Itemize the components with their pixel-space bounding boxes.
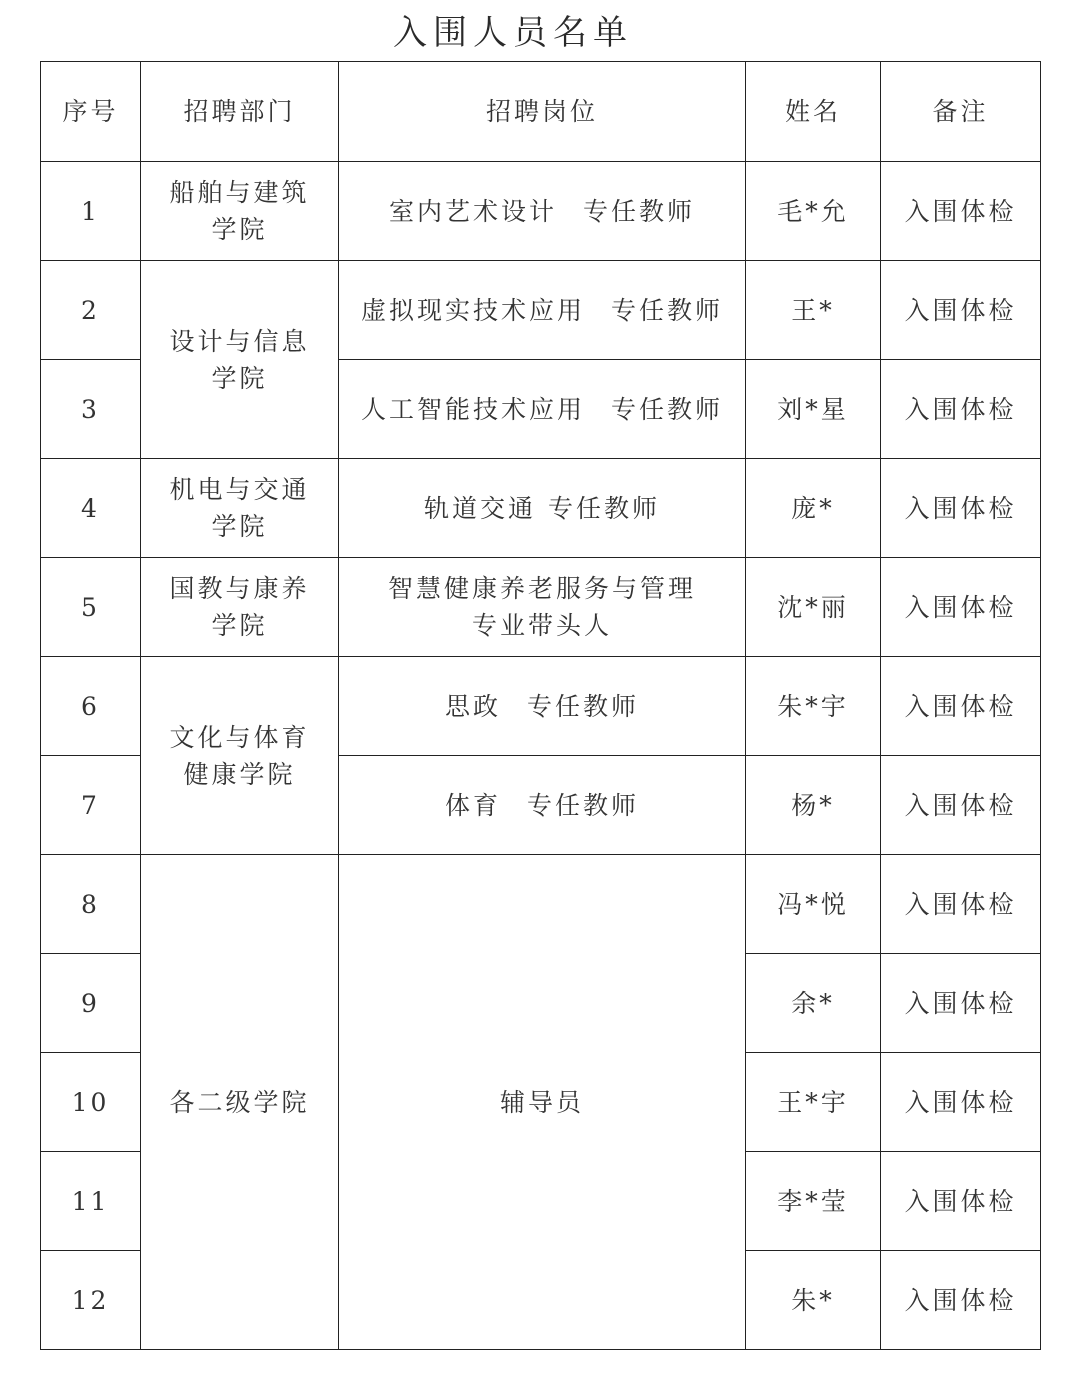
table-header-row — [41, 62, 1041, 162]
position-cell — [339, 756, 746, 855]
dept-cell — [141, 459, 339, 558]
position-role: 专业带头人 — [471, 611, 612, 640]
roster-table — [40, 61, 1041, 1350]
row-note: 入围体检 — [881, 657, 1041, 756]
row-name: 刘*星 — [746, 360, 881, 459]
dept-line: 学院 — [211, 363, 268, 393]
dept-cell — [141, 657, 339, 855]
row-no: 9 — [41, 954, 141, 1053]
position-major: 人工智能技术应用 — [360, 394, 585, 424]
table-row — [41, 657, 1041, 756]
position-major: 室内艺术设计 — [388, 196, 557, 226]
row-name: 王*宇 — [746, 1053, 881, 1152]
row-no: 6 — [41, 657, 141, 756]
row-name: 毛*允 — [746, 162, 881, 261]
dept-line: 机电与交通 — [169, 475, 310, 504]
row-note: 入围体检 — [881, 954, 1041, 1053]
dept-line: 健康学院 — [183, 759, 296, 789]
position-major: 体育 — [444, 790, 501, 820]
dept-line: 国教与康养 — [169, 574, 310, 603]
position-cell — [339, 261, 746, 360]
row-note: 入围体检 — [881, 1152, 1041, 1251]
position-major: 虚拟现实技术应用 — [360, 295, 585, 325]
row-name: 沈*丽 — [746, 558, 881, 657]
position-role: 专任教师 — [548, 493, 661, 523]
dept-cell: 各二级学院 — [141, 855, 339, 1350]
header-no: 序号 — [41, 62, 141, 162]
row-name: 王* — [746, 261, 881, 360]
row-no: 5 — [41, 558, 141, 657]
row-note: 入围体检 — [881, 459, 1041, 558]
position-major: 思政 — [444, 691, 501, 721]
position-role: 专任教师 — [583, 196, 696, 226]
row-no: 2 — [41, 261, 141, 360]
position-major: 智慧健康养老服务与管理 — [387, 574, 696, 603]
row-no: 12 — [41, 1251, 141, 1350]
row-note: 入围体检 — [881, 261, 1041, 360]
table-row — [41, 162, 1041, 261]
table-row — [41, 558, 1041, 657]
dept-line: 学院 — [211, 512, 268, 541]
header-dept: 招聘部门 — [141, 62, 339, 162]
header-name: 姓名 — [746, 62, 881, 162]
dept-line: 学院 — [211, 611, 268, 640]
header-position: 招聘岗位 — [339, 62, 746, 162]
dept-cell — [141, 162, 339, 261]
header-note: 备注 — [881, 62, 1041, 162]
position-cell — [339, 360, 746, 459]
position-role: 专任教师 — [611, 295, 724, 325]
row-name: 杨* — [746, 756, 881, 855]
dept-cell — [141, 261, 339, 459]
row-no: 4 — [41, 459, 141, 558]
dept-line: 学院 — [211, 215, 268, 244]
dept-cell — [141, 558, 339, 657]
row-note: 入围体检 — [881, 1251, 1041, 1350]
position-cell — [339, 657, 746, 756]
row-note: 入围体检 — [881, 756, 1041, 855]
position-cell — [339, 558, 746, 657]
table-row — [41, 855, 1041, 954]
position-role: 专任教师 — [611, 394, 724, 424]
row-name: 冯*悦 — [746, 855, 881, 954]
row-note: 入围体检 — [881, 360, 1041, 459]
position-cell: 辅导员 — [339, 855, 746, 1350]
row-no: 10 — [41, 1053, 141, 1152]
position-role: 专任教师 — [527, 790, 640, 820]
row-name: 朱* — [746, 1251, 881, 1350]
row-name: 庞* — [746, 459, 881, 558]
position-major: 轨道交通 — [423, 493, 536, 523]
row-no: 1 — [41, 162, 141, 261]
position-role: 专任教师 — [527, 691, 640, 721]
row-no: 8 — [41, 855, 141, 954]
dept-line: 设计与信息 — [169, 326, 310, 356]
dept-line: 船舶与建筑 — [169, 178, 310, 207]
page-title: 入围人员名单 — [393, 13, 633, 53]
row-no: 11 — [41, 1152, 141, 1251]
row-note: 入围体检 — [881, 855, 1041, 954]
table-row — [41, 459, 1041, 558]
row-name: 余* — [746, 954, 881, 1053]
table-row — [41, 261, 1041, 360]
row-note: 入围体检 — [881, 558, 1041, 657]
row-note: 入围体检 — [881, 1053, 1041, 1152]
row-note: 入围体检 — [881, 162, 1041, 261]
row-name: 李*莹 — [746, 1152, 881, 1251]
row-no: 7 — [41, 756, 141, 855]
row-no: 3 — [41, 360, 141, 459]
row-name: 朱*宇 — [746, 657, 881, 756]
position-cell — [339, 459, 746, 558]
position-cell — [339, 162, 746, 261]
dept-line: 文化与体育 — [169, 722, 310, 752]
